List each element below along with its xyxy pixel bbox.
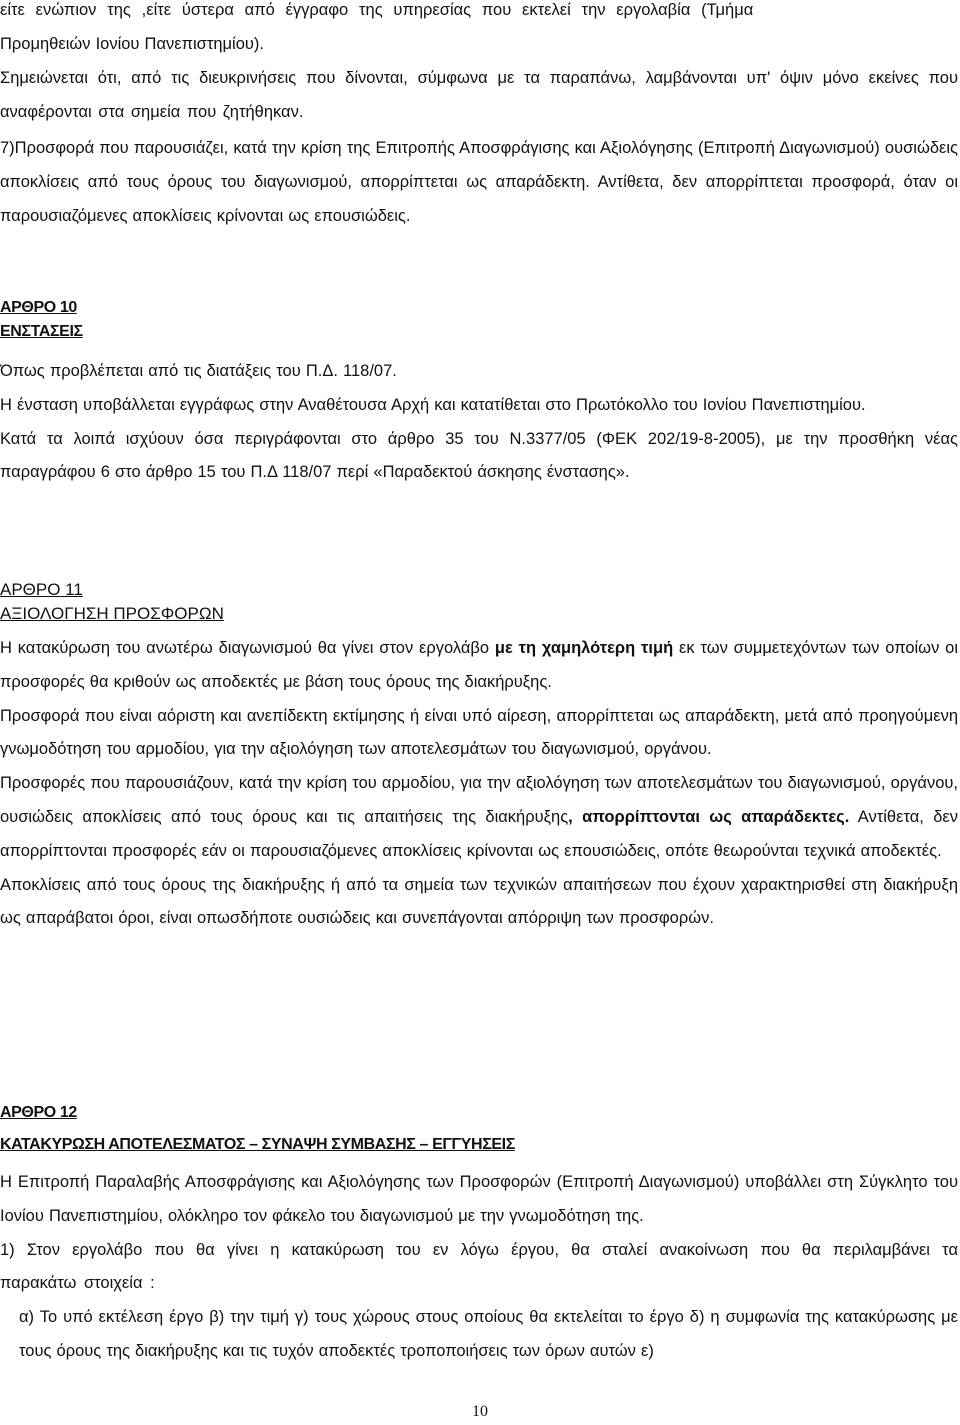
article-10-body [0, 355, 958, 490]
intro-paragraph-2: Σημειώνεται ότι, από τις διευκρινήσεις που δίνονται, σύμφωνα με τα παραπάνω, λαμβάνονται υπ' όψιν μόνο εκείνες που αναφέρονται στα σημεία που ζητήθηκαν. [0, 69, 958, 121]
article-11-p3: Προσφορές που παρουσιάζουν, κατά την κρίση του αρμοδίου, για την αξιολόγηση των αποτελεσμάτων του διαγωνισμού, οργάνου, ουσιώδεις αποκλίσεις από τους όρους και τις απαιτήσεις της διακήρυξης, απορρίπτονται ως απαράδεκτες. Αντίθετα, δεν απορρίπτονται προσφορές εάν οι παρουσιαζόμενες αποκλίσεις κρίνονται ως επουσιώδεις, οπότε θεωρούνται τεχνικά αποδεκτές. [0, 774, 959, 860]
article-12-p1: Η Επιτροπή Παραλαβής Αποσφράγισης και Αξιολόγησης των Προσφορών (Επιτροπή Διαγωνισμού) υποβάλλει στη Σύγκλητο του Ιονίου Πανεπιστημίου, ολόκληρο τον φάκελο του διαγωνισμού με την γνωμοδότηση της. [0, 1173, 958, 1225]
article-11-p4: Αποκλίσεις από τους όρους της διακήρυξης ή από τα σημεία των τεχνικών απαιτήσεων που έχουν χαρακτηρισθεί στη διακήρυξη ως απαράβατοι όροι, είναι οπωσδήποτε ουσιώδεις και συνεπάγονται απόρριψη των προσφορών. [0, 875, 958, 928]
article-10-p3: Κατά τα λοιπά ισχύουν όσα περιγράφονται στο άρθρο 35 του Ν.3377/05 (ΦΕΚ 202/19-8-2005), με την προσθήκη νέας παραγράφου 6 στο άρθρο 15 του Π.Δ 118/07 περί «Παραδεκτού άσκησης ένστασης». [0, 429, 958, 482]
intro-line-2: Προμηθειών Ιονίου Πανεπιστημίου). [0, 34, 264, 53]
page-number: 10 [472, 1403, 488, 1420]
article-11-number: ΑΡΘΡΟ 11 [0, 580, 83, 599]
article-12-p3: α) Το υπό εκτέλεση έργο β) την τιμή γ) τους χώρους στους οποίους θα εκτελείται το έργο δ) η συμφωνία της κατακύρωσης με τους όρους της διακήρυξης και τις τυχόν αποδεκτές τροποποιήσεις των όρων αυτών ε) [19, 1308, 958, 1360]
article-10-p2: Η ένσταση υποβάλλεται εγγράφως στην Αναθέτουσα Αρχή και κατατίθεται στο Πρωτόκολλο του Ιονίου Πανεπιστημίου. [0, 395, 866, 414]
rejected-emphasis: απορρίπτονται ως απαράδεκτες. [582, 807, 850, 826]
article-12-heading [0, 1101, 958, 1157]
article-11-body [0, 632, 958, 936]
intro-line-1: είτε ενώπιον της ,είτε ύστερα από έγγραφο της υπηρεσίας που εκτελεί την εργολαβία (Τμήμα [0, 1, 754, 19]
article-10-title: ΕΝΣΤΑΣΕΙΣ [0, 323, 83, 340]
article-12-title: ΚΑΤΑΚΥΡΩΣΗ ΑΠΟΤΕΛΕΣΜΑΤΟΣ – ΣΥΝΑΨΗ ΣΥΜΒΑΣΗΣ – ΕΓΓΥΗΣΕΙΣ [0, 1136, 515, 1153]
article-12-p2: 1) Στον εργολάβο που θα γίνει η κατακύρωση του εν λόγω έργου, θα σταλεί ανακοίνωση που θα περιλαμβάνει τα παρακάτω στοιχεία : [0, 1240, 958, 1293]
article-12-body [0, 1166, 958, 1369]
article-10-heading [0, 296, 958, 344]
lowest-price-emphasis: με τη χαμηλότερη τιμή [494, 639, 674, 657]
article-11-heading [0, 578, 958, 626]
article-10-p1: Όπως προβλέπεται από τις διατάξεις του Π.Δ. 118/07. [0, 362, 397, 380]
article-12-number: ΑΡΘΡΟ 12 [0, 1104, 77, 1121]
article-11-p2: Προσφορά που είναι αόριστη και ανεπίδεκτη εκτίμησης ή είναι υπό αίρεση, απορρίπτεται ως απαράδεκτη, μετά από προηγούμενη γνωμοδότηση του αρμοδίου, για την αξιολόγηση των αποτελεσμάτων του διαγωνισμού, οργάνου. [0, 706, 958, 759]
intro-paragraph-3: 7)Προσφορά που παρουσιάζει, κατά την κρίση της Επιτροπής Αποσφράγισης και Αξιολόγησης (Επιτροπή Διαγωνισμού) ουσιώδεις αποκλίσεις από τους όρους του διαγωνισμού, απορρίπτεται ως απαράδεκτη. Αντίθετα, δεν απορρίπτεται προσφορά, όταν οι παρουσιαζόμενες αποκλίσεις κρίνονται ως επουσιώδεις. [0, 139, 958, 225]
article-11-title: ΑΞΙΟΛΟΓΗΣΗ ΠΡΟΣΦΟΡΩΝ [0, 604, 224, 623]
intro-paragraph-1 [0, 0, 958, 62]
article-11-p1: Η κατακύρωση του ανωτέρω διαγωνισμού θα γίνει στον εργολάβο με τη χαμηλότερη τιμή εκ των συμμετεχόντων των οποίων οι προσφορές θα κριθούν ως αποδεκτές με βάση τους όρους της διακήρυξης. [0, 639, 958, 691]
article-10-number: ΑΡΘΡΟ 10 [0, 299, 77, 316]
